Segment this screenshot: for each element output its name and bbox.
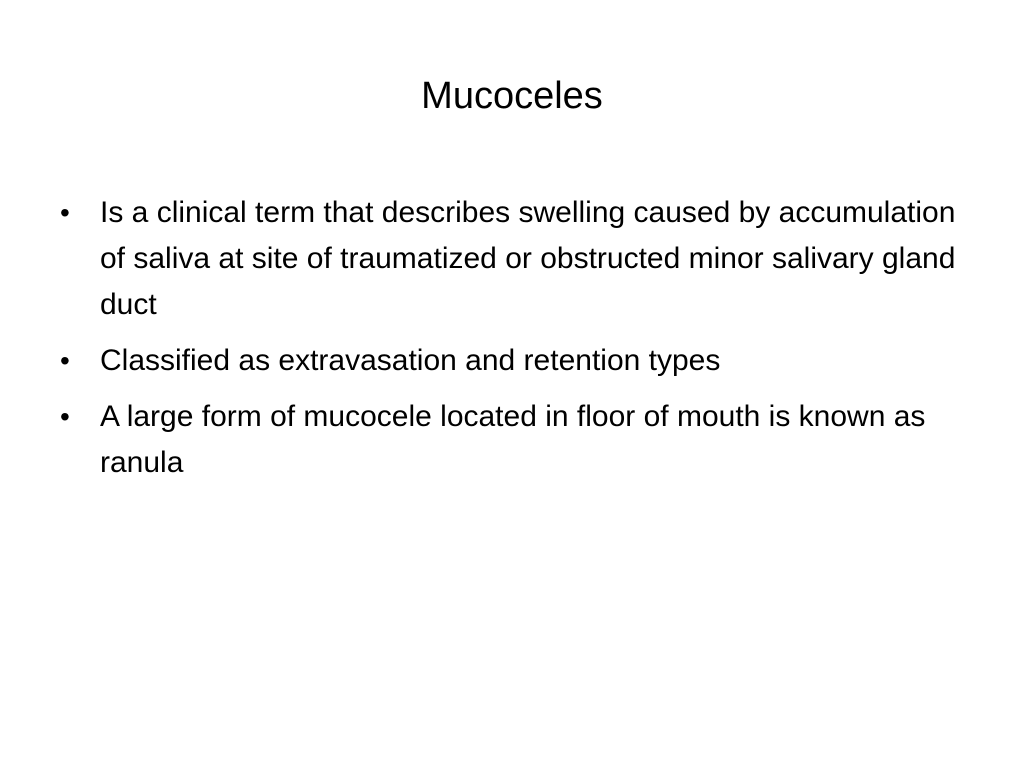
bullet-list [60, 190, 970, 496]
slide-title: Mucoceles [421, 75, 603, 117]
bullet-item [60, 190, 970, 328]
bullet-text: Is a clinical term that describes swelling caused by accumulation of saliva at site of traumatized or obstructed minor salivary gland duct [100, 196, 956, 321]
bullet-item [60, 394, 970, 486]
bullet-dot-icon: • [60, 345, 70, 376]
bullet-dot-icon: • [60, 197, 70, 228]
bullet-text: A large form of mucocele located in floor of mouth is known as ranula [100, 400, 926, 479]
bullet-item [60, 338, 970, 384]
bullet-dot-icon: • [60, 401, 70, 432]
bullet-text: Classified as extravasation and retention types [100, 344, 721, 377]
